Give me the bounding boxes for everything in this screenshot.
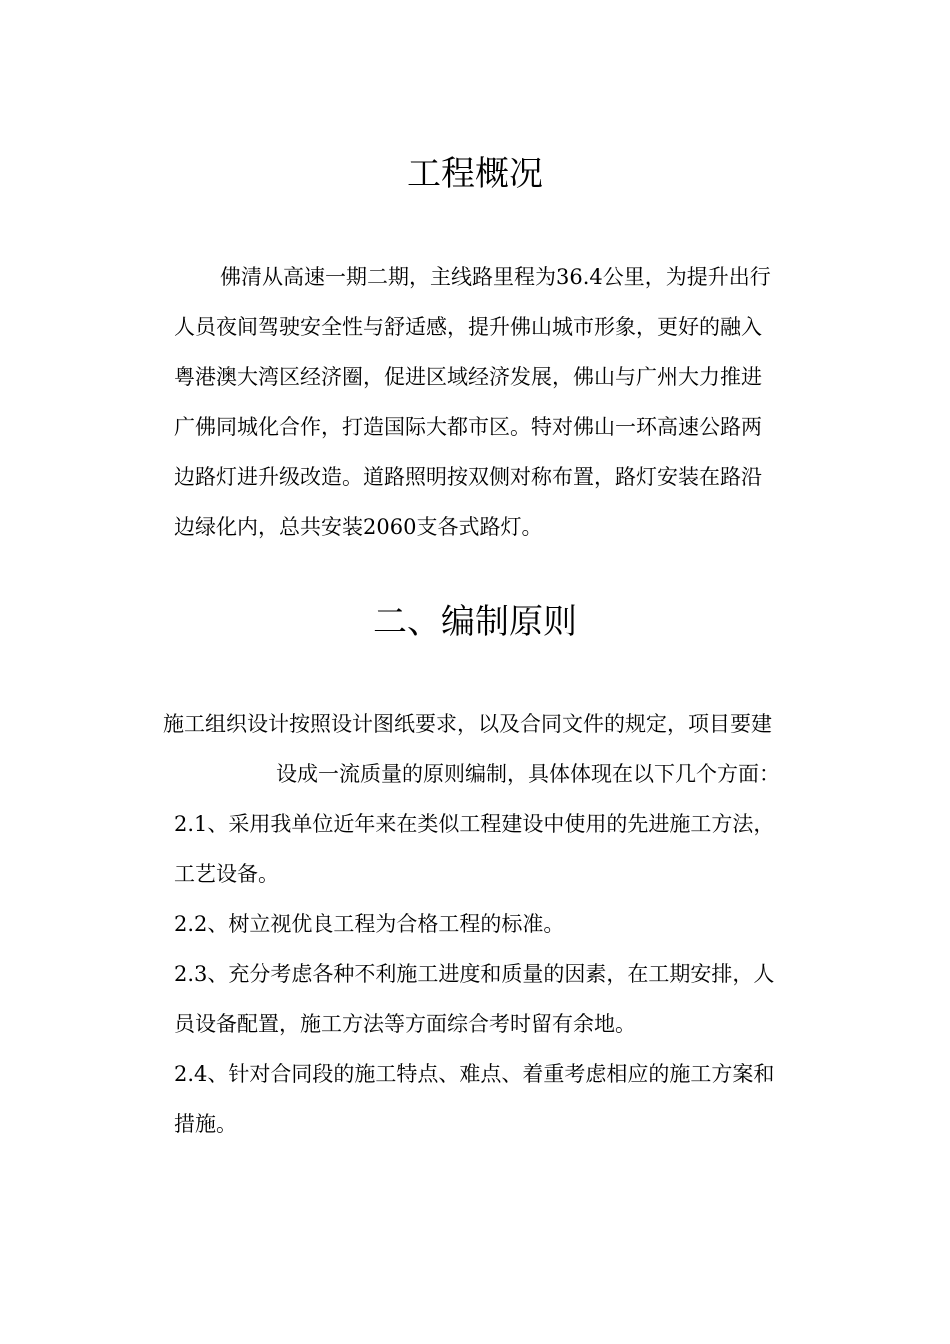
paragraph-line: 边路灯进升级改造。道路照明按双侧对称布置，路灯安装在路沿	[174, 465, 762, 489]
paragraph-line: 佛清从高速一期二期，主线路里程为36.4公里，为提升出行	[220, 265, 771, 289]
paragraph-line: 边绿化内，总共安装2060支各式路灯。	[174, 515, 543, 539]
section-title-project-overview: 工程概况	[407, 154, 543, 194]
intro-line: 施工组织设计按照设计图纸要求，以及合同文件的规定，项目要建	[163, 712, 772, 736]
list-item-line: 工艺设备。	[174, 862, 279, 886]
list-item-line: 2.4、针对合同段的施工特点、难点、着重考虑相应的施工方案和	[174, 1062, 775, 1086]
list-item-line: 员设备配置，施工方法等方面综合考时留有余地。	[174, 1012, 636, 1036]
paragraph-line: 人员夜间驾驶安全性与舒适感，提升佛山城市形象，更好的融入	[174, 315, 762, 339]
paragraph-line: 广佛同城化合作，打造国际大都市区。特对佛山一环高速公路两	[174, 415, 762, 439]
list-item-line: 2.3、充分考虑各种不利施工进度和质量的因素，在工期安排，人	[174, 962, 775, 986]
list-item-line: 2.1、采用我单位近年来在类似工程建设中使用的先进施工方法，	[174, 812, 775, 836]
list-item-line: 措施。	[174, 1112, 237, 1136]
paragraph-line: 粤港澳大湾区经济圈，促进区域经济发展，佛山与广州大力推进	[174, 365, 762, 389]
intro-line: 设成一流质量的原则编制，具体体现在以下几个方面：	[276, 762, 780, 786]
list-item-line: 2.2、树立视优良工程为合格工程的标准。	[174, 912, 565, 936]
section-title-principles: 二、编制原则	[373, 602, 577, 642]
